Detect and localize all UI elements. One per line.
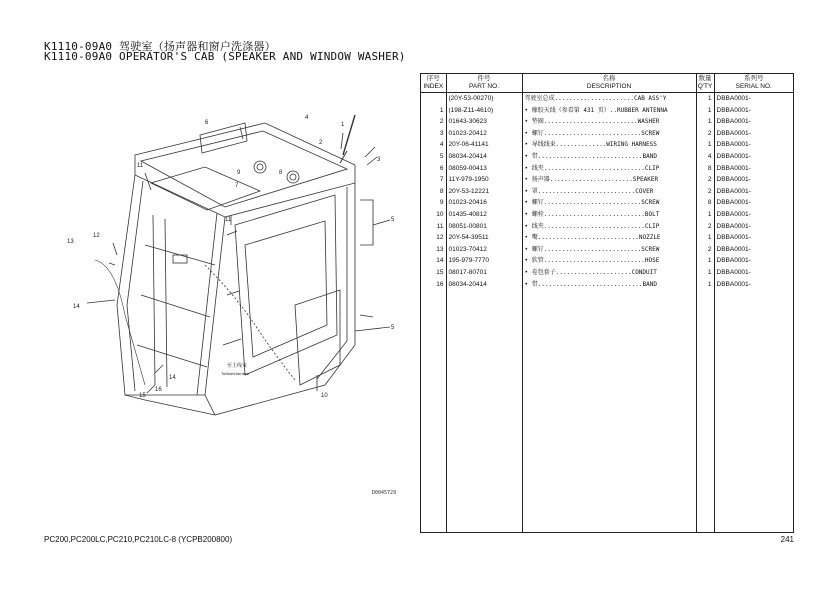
harness-label-en: ToMainHarness xyxy=(221,371,249,376)
cell-desc: • 带.............................BAND xyxy=(522,279,696,291)
drawing-number: D0045729 xyxy=(372,490,397,496)
cell-index: 7 xyxy=(421,174,446,186)
cell-serial: DBBA0001- xyxy=(716,199,751,207)
table-row xyxy=(421,221,793,233)
table-row xyxy=(421,186,793,198)
callout-6: 6 xyxy=(205,120,209,126)
cell-desc: • 导线线束..............WIRING HARNESS xyxy=(522,139,696,151)
cell-index: 13 xyxy=(421,244,446,256)
cell-index: 2 xyxy=(421,116,446,128)
callout-13: 13 xyxy=(67,239,74,245)
cell-qty: 1 xyxy=(696,139,714,151)
cell-desc: • 卷包套子.....................CONDUIT xyxy=(522,267,696,279)
cell-desc: • 嘴............................NOZZLE xyxy=(522,232,696,244)
cell-qty: 8 xyxy=(696,197,714,209)
cell-desc: • 线夹............................CLIP xyxy=(522,163,696,175)
col-qty: 数量 Q'TY xyxy=(696,74,714,93)
table-row xyxy=(421,232,793,244)
table-row xyxy=(421,128,793,140)
cell-serial: DBBA0001- xyxy=(716,95,751,102)
cell-desc: • 罩...........................COVER xyxy=(522,186,696,198)
cell-part: 08059-00413 xyxy=(446,163,522,175)
cell-serial: DBBA0001- xyxy=(716,141,751,149)
cell-serial: DBBA0001- xyxy=(716,268,751,276)
cell-serial: DBBA0001- xyxy=(716,106,751,114)
callout-11b: 11 xyxy=(225,217,232,223)
cell-part: 20Y-53-12221 xyxy=(446,186,522,198)
cell-index: 1 xyxy=(421,105,446,117)
cell-index: 10 xyxy=(421,209,446,221)
cell-desc: • 垫圈..........................WASHER xyxy=(522,116,696,128)
cell-qty: 1 xyxy=(696,209,714,221)
col-serial: 系列号 SERIAL NO. xyxy=(714,74,793,93)
cell-serial: DBBA0001- xyxy=(716,187,751,195)
table-row xyxy=(421,151,793,163)
cell-qty: 2 xyxy=(696,221,714,233)
cell-index: 9 xyxy=(421,197,446,209)
cell-desc: • 螺钉...........................SCREW xyxy=(522,244,696,256)
cell-index: 15 xyxy=(421,267,446,279)
table-row xyxy=(421,255,793,267)
table-row xyxy=(421,174,793,186)
cell-part: (20Y-53-00270) xyxy=(446,93,522,105)
cell-qty: 1 xyxy=(696,116,714,128)
cell-desc: • 线夹............................CLIP xyxy=(522,221,696,233)
table-row xyxy=(421,197,793,209)
col-index: 序号 INDEX xyxy=(421,74,446,93)
cell-index: 11 xyxy=(421,221,446,233)
cell-part: 20Y-54-39511 xyxy=(446,232,522,244)
table-row xyxy=(421,163,793,175)
cell-part: 08017-80701 xyxy=(446,267,522,279)
callout-7: 7 xyxy=(235,183,239,189)
cell-part: 01023-20412 xyxy=(446,128,522,140)
cell-desc: 驾驶室总成......................CAB ASS'Y xyxy=(522,93,696,105)
table-row xyxy=(421,244,793,256)
callout-5b: 5 xyxy=(391,325,395,331)
cell-part: (198-Z11-4610) xyxy=(446,105,522,117)
cell-desc: • 螺栓............................BOLT xyxy=(522,209,696,221)
cell-index: 16 xyxy=(421,279,446,291)
callout-10: 10 xyxy=(321,393,328,399)
cell-serial: DBBA0001- xyxy=(716,222,751,230)
harness-label-cn: 至主线束 xyxy=(227,363,248,369)
callout-15: 15 xyxy=(139,393,146,399)
cell-qty: 1 xyxy=(696,232,714,244)
cell-part: 11Y-979-1950 xyxy=(446,174,522,186)
cell-part: 01435-40812 xyxy=(446,209,522,221)
cell-qty: 1 xyxy=(696,279,714,291)
cell-serial: DBBA0001- xyxy=(716,210,751,218)
cell-desc: • 螺钉...........................SCREW xyxy=(522,197,696,209)
cell-qty: 1 xyxy=(696,255,714,267)
cell-qty: 1 xyxy=(696,105,714,117)
callout-11a: 11 xyxy=(137,163,144,169)
callout-9: 9 xyxy=(237,170,241,176)
table-row xyxy=(421,209,793,221)
cell-index: 5 xyxy=(421,151,446,163)
cell-serial: DBBA0001- xyxy=(716,176,751,184)
cell-index: 6 xyxy=(421,163,446,175)
table-row xyxy=(421,93,793,105)
cell-desc: • 扬声器.......................SPEAKER xyxy=(522,174,696,186)
cell-index xyxy=(421,93,446,105)
page-title-cn: K1110-09A0 驾驶室（扬声器和窗户洗涤器） xyxy=(44,40,276,53)
cell-serial: DBBA0001- xyxy=(716,280,751,288)
cell-part: 01023-20416 xyxy=(446,197,522,209)
table-row xyxy=(421,116,793,128)
cell-part: 08034-20414 xyxy=(446,279,522,291)
cell-serial: DBBA0001- xyxy=(716,164,751,172)
callout-3: 3 xyxy=(377,157,381,163)
cell-qty: 2 xyxy=(696,174,714,186)
cell-qty: 2 xyxy=(696,244,714,256)
cell-qty: 4 xyxy=(696,151,714,163)
footer-models: PC200,PC200LC,PC210,PC210LC-8 (YCPB200800) xyxy=(44,535,233,544)
cell-serial: DBBA0001- xyxy=(716,245,751,253)
cab-exploded-diagram xyxy=(55,95,415,425)
cell-qty: 2 xyxy=(696,128,714,140)
cell-part: 01023-70412 xyxy=(446,244,522,256)
cell-part: 20Y-06-41141 xyxy=(446,139,522,151)
callout-12: 12 xyxy=(93,233,100,239)
cell-serial: DBBA0001- xyxy=(716,257,751,265)
col-part-no: 件号 PART NO. xyxy=(446,74,522,93)
callout-2: 2 xyxy=(319,140,323,146)
callout-14a: 14 xyxy=(73,304,80,310)
callout-5a: 5 xyxy=(391,217,395,223)
callout-4: 4 xyxy=(305,115,309,121)
callout-16: 16 xyxy=(155,387,162,393)
page-title-en: K1110-09A0 OPERATOR'S CAB (SPEAKER AND WINDOW WASHER) xyxy=(44,50,406,63)
cell-serial: DBBA0001- xyxy=(716,118,751,126)
cell-desc: • 橡胶天线（参看第 431 页）..RUBBER ANTENNA xyxy=(522,105,696,117)
callout-1: 1 xyxy=(341,122,345,128)
table-row xyxy=(421,279,793,291)
cell-serial: DBBA0001- xyxy=(716,129,751,137)
cell-desc: • 软管............................HOSE xyxy=(522,255,696,267)
col-description: 名称 DESCRIPTION xyxy=(522,74,696,93)
table-row xyxy=(421,139,793,151)
cell-qty: 8 xyxy=(696,163,714,175)
cell-serial: DBBA0001- xyxy=(716,234,751,242)
table-header-row xyxy=(421,74,793,93)
cell-qty: 1 xyxy=(696,267,714,279)
cell-desc: • 螺钉...........................SCREW xyxy=(522,128,696,140)
cell-desc: • 带.............................BAND xyxy=(522,151,696,163)
cell-index: 3 xyxy=(421,128,446,140)
callout-8: 8 xyxy=(279,170,283,176)
cell-index: 14 xyxy=(421,255,446,267)
cell-index: 4 xyxy=(421,139,446,151)
cell-index: 8 xyxy=(421,186,446,198)
cell-part: 195-979-7770 xyxy=(446,255,522,267)
cell-part: 01643-30623 xyxy=(446,116,522,128)
cell-qty: 1 xyxy=(696,93,714,105)
table-row xyxy=(421,267,793,279)
cell-qty: 2 xyxy=(696,186,714,198)
cell-index: 12 xyxy=(421,232,446,244)
callout-14b: 14 xyxy=(169,375,176,381)
parts-table xyxy=(420,73,794,533)
footer-page-number: 241 xyxy=(780,535,794,544)
cell-serial: DBBA0001- xyxy=(716,152,751,160)
cell-part: 08051-00801 xyxy=(446,221,522,233)
cell-part: 08034-20414 xyxy=(446,151,522,163)
table-row xyxy=(421,105,793,117)
